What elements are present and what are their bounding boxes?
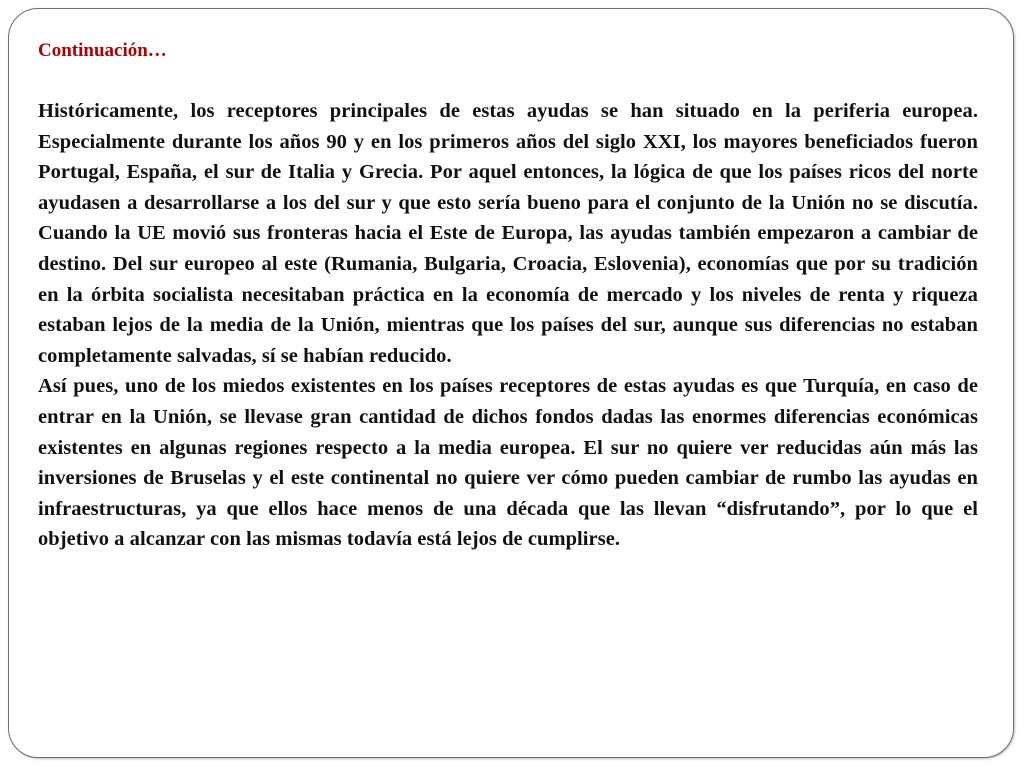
slide-content [38, 36, 978, 555]
slide-heading: Continuación… [38, 40, 167, 61]
heading-spacer [38, 66, 978, 96]
paragraph-2: Así pues, uno de los miedos existentes en los países receptores de estas ayudas es que Turquía, en caso de entrar en la Unión, se llevase gran cantidad de dichos fondos dadas las enormes diferencias económicas existentes en algunas regiones respecto a la media europea. El sur no quiere ver reducidas aún más las inversiones de Bruselas y el este continental no quiere ver cómo pueden cambiar de rumbo las ayudas en infraestructuras, ya que ellos hace menos de una década que las llevan “disfrutando”, por lo que el objetivo a alcanzar con las mismas todavía está lejos de cumplirse. [38, 375, 978, 551]
paragraph-1: Históricamente, los receptores principales de estas ayudas se han situado en la periferia europea. Especialmente durante los años 90 y en los primeros años del siglo XXI, los mayores beneficiados fueron Portugal, España, el sur de Italia y Grecia. Por aquel entonces, la lógica de que los países ricos del norte ayudasen a desarrollarse a los del sur y que esto sería bueno para el conjunto de la Unión no se discutía. Cuando la UE movió sus fronteras hacia el Este de Europa, las ayudas también empezaron a cambiar de destino. Del sur europeo al este (Rumania, Bulgaria, Croacia, Eslovenia), economías que por su tradición en la órbita socialista necesitaban práctica en la economía de mercado y los niveles de renta y riqueza estaban lejos de la media de la Unión, mientras que los países del sur, aunque sus diferencias no estaban completamente salvadas, sí se habían reducido. [38, 100, 978, 367]
